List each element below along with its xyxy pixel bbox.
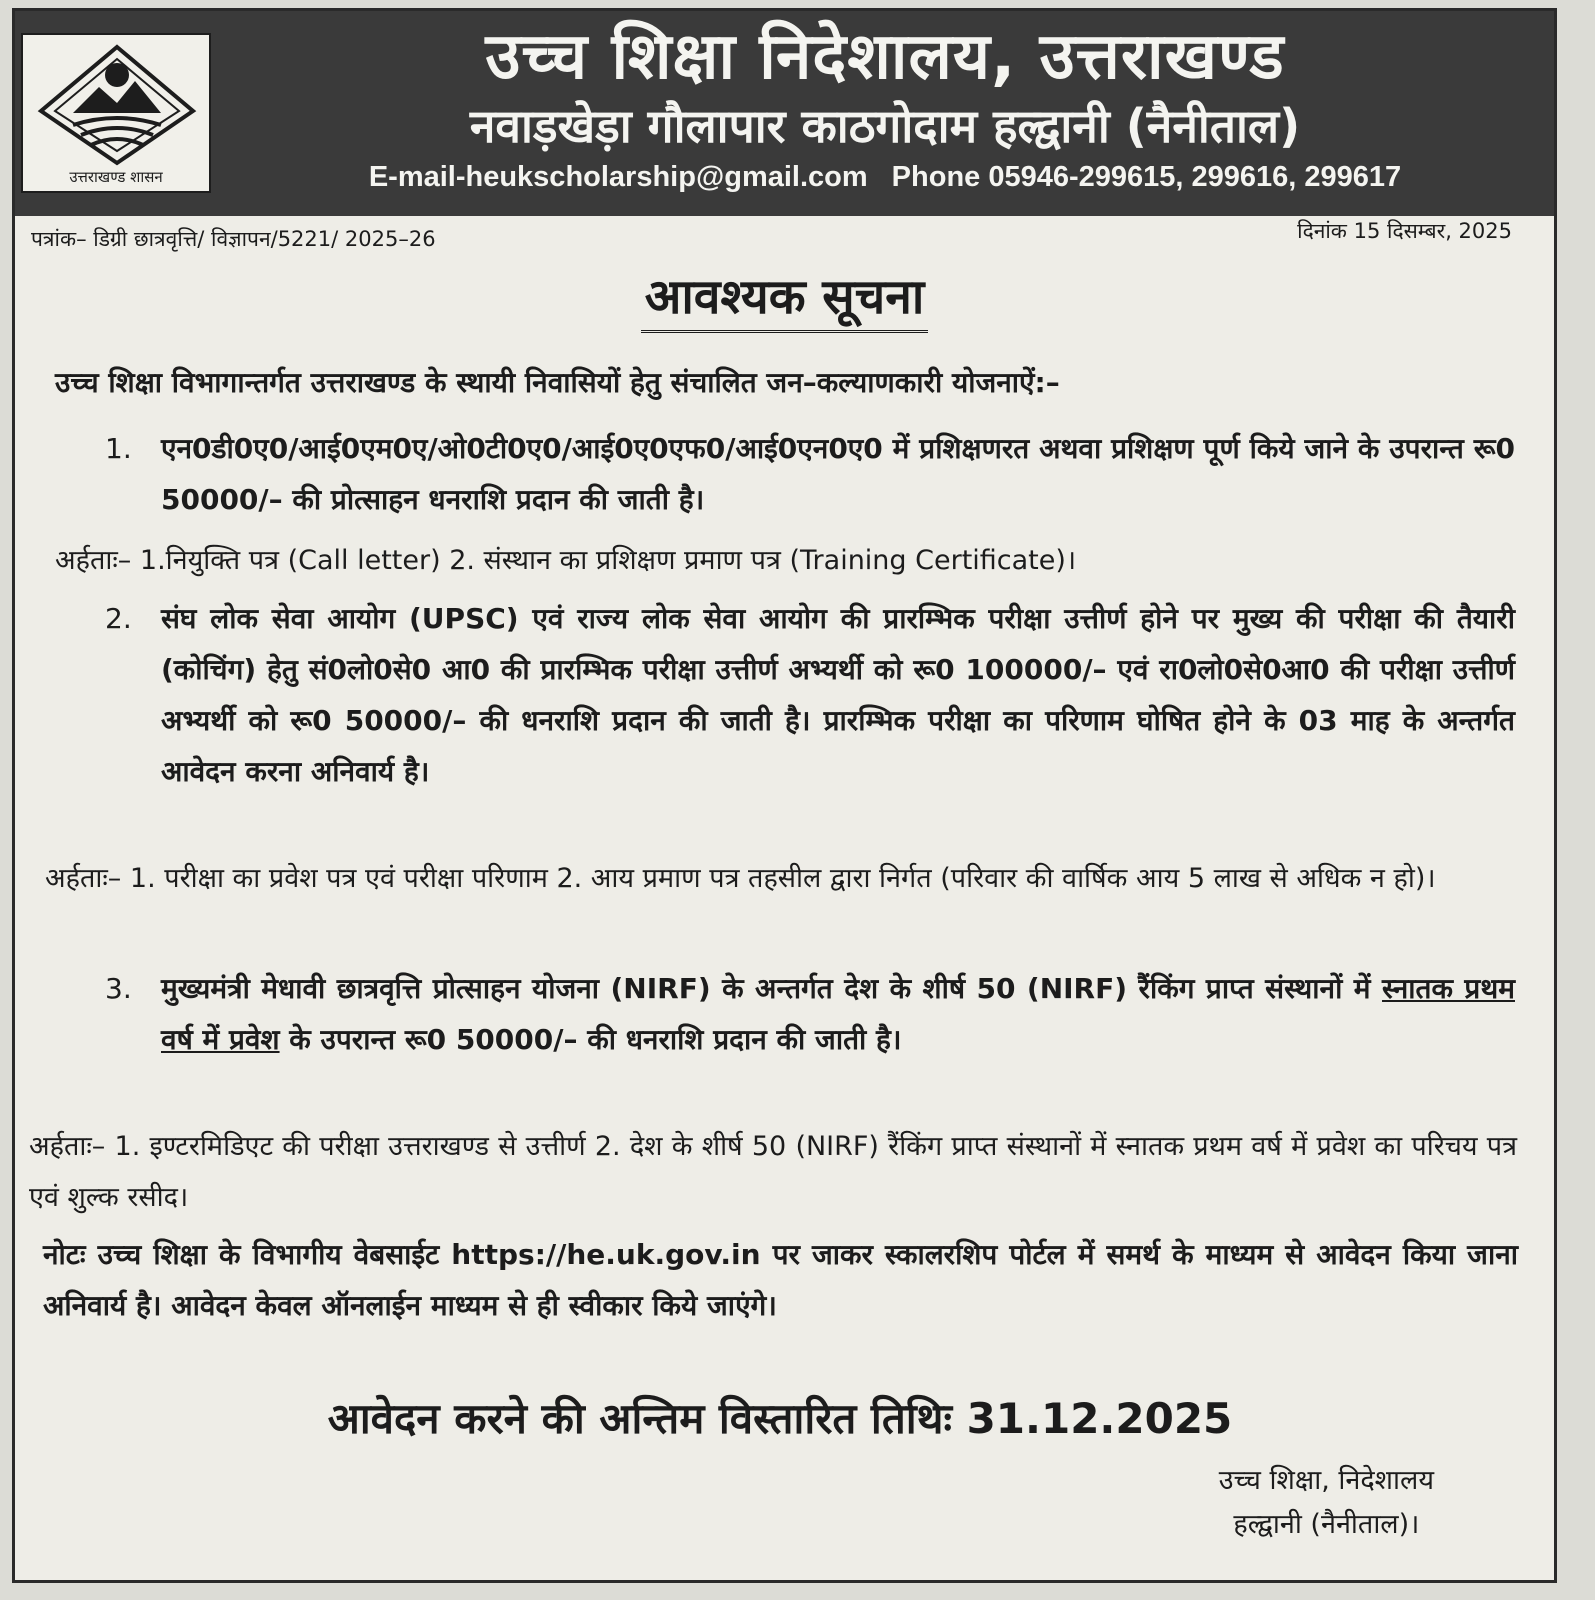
notice-header bbox=[15, 11, 1554, 216]
notice-heading-text: आवश्यक सूचना bbox=[641, 263, 929, 333]
item-text-underlined: स्नातक प्रथम वर्ष में प्रवेश bbox=[161, 972, 1515, 1056]
notice-date: दिनांक 15 दिसम्बर, 2025 bbox=[1297, 219, 1512, 243]
logo-caption: उत्तराखण्ड शासन bbox=[69, 168, 163, 186]
eligibility-label: अर्हताः– bbox=[29, 1131, 106, 1162]
eligibility-label: अर्हताः– bbox=[45, 863, 122, 894]
eligibility-text: 1.नियुक्ति पत्र (Call letter) 2. संस्थान का प्रशिक्षण प्रमाण पत्र (Training Certificate)। bbox=[139, 545, 1077, 576]
notice-paper bbox=[12, 8, 1557, 1583]
scheme-item-2 bbox=[105, 593, 1515, 797]
notice-intro: उच्च शिक्षा विभागान्तर्गत उत्तराखण्ड के स्थायी निवासियों हेतु संचालित जन–कल्याणकारी योजनाऐं:– bbox=[55, 366, 1060, 399]
last-date-line: आवेदन करने की अन्तिम विस्तारित तिथिः 31.12.2025 bbox=[327, 1394, 1233, 1443]
contact-email: E-mail-heukscholarship@gmail.com bbox=[368, 161, 868, 193]
eligibility-text: 1. इण्टरमिडिएट की परीक्षा उत्तराखण्ड से उत्तीर्ण 2. देश के शीर्ष 50 (NIRF) रैंकिंग प्राप्त संस्थानों में स्नातक प्रथम वर्ष में प्रवेश का परिचय पत्र एवं शुल्क रसीद। bbox=[29, 1131, 1517, 1213]
emblem-icon bbox=[33, 41, 201, 171]
item-number: 2. bbox=[105, 602, 132, 635]
signature-line-1: उच्च शिक्षा, निदेशालय bbox=[1218, 1465, 1434, 1496]
item-text bbox=[161, 963, 1515, 1065]
signature-line-2: हल्द्वानी (नैनीताल)। bbox=[1233, 1509, 1420, 1540]
item-text: संघ लोक सेवा आयोग (UPSC) एवं राज्य लोक सेवा आयोग की प्रारम्भिक परीक्षा उत्तीर्ण होने पर मुख्य की परीक्षा की तैयारी (कोचिंग) हेतु सं0लो0से0 आ0 की प्रारम्भिक परीक्षा उत्तीर्ण अभ्यर्थी को रू0 100000/– एवं रा0लो0से0आ0 की परीक्षा उत्तीर्ण अभ्यर्थी को रू0 50000/– की धनराशि प्रदान की जाती है। प्रारम्भिक परीक्षा का परिणाम घोषित होने के 03 माह के अन्तर्गत आवेदन करना अनिवार्य है। bbox=[161, 602, 1515, 788]
application-note: नोटः उच्च शिक्षा के विभागीय वेबसाईट https://he.uk.gov.in पर जाकर स्कालरशिप पोर्टल में समर्थ के माध्यम से आवेदन किया जाना अनिवार्य है। आवेदन केवल ऑनलाईन माध्यम से ही स्वीकार किये जाएंगे। bbox=[43, 1238, 1518, 1322]
contact-phone: Phone 05946-299615, 299616, 299617 bbox=[891, 161, 1402, 193]
item-text-part: के उपरान्त रू0 50000/– की धनराशि प्रदान की जाती है। bbox=[279, 1023, 902, 1056]
contact-line bbox=[225, 161, 1545, 194]
signature-block bbox=[1219, 1459, 1434, 1547]
item-number: 1. bbox=[105, 432, 132, 465]
directorate-title: उच्च शिक्षा निदेशालय, उत्तराखण्ड bbox=[485, 20, 1285, 94]
directorate-address: नवाड़खेड़ा गौलापार काठगोदाम हल्द्वानी (नैनीताल) bbox=[469, 99, 1301, 153]
reference-number: पत्रांक– डिग्री छात्रवृत्ति/ विज्ञापन/5221/ 2025–26 bbox=[31, 227, 436, 251]
item-text: एन0डी0ए0/आई0एम0ए/ओ0टी0ए0/आई0ए0एफ0/आई0एन0ए0 में प्रशिक्षणरत अथवा प्रशिक्षण पूर्ण किये जाने के उपरान्त रू0 50000/– की प्रोत्साहन धनराशि प्रदान की जाती है। bbox=[161, 432, 1515, 516]
scheme-item-1 bbox=[105, 423, 1515, 525]
eligibility-label: अर्हताः– bbox=[55, 545, 132, 576]
eligibility-3 bbox=[29, 1121, 1517, 1223]
eligibility-2 bbox=[45, 853, 1517, 904]
notice-heading bbox=[15, 263, 1554, 333]
eligibility-text: 1. परीक्षा का प्रवेश पत्र एवं परीक्षा परिणाम 2. आय प्रमाण पत्र तहसील द्वारा निर्गत (परिवार की वार्षिक आय 5 लाख से अधिक न हो)। bbox=[129, 863, 1436, 894]
uttarakhand-emblem-logo bbox=[21, 33, 211, 193]
item-text-part: मुख्यमंत्री मेधावी छात्रवृत्ति प्रोत्साहन योजना (NIRF) के अन्तर्गत देश के शीर्ष 50 (NIRF) रैंकिंग प्राप्त संस्थानों में bbox=[161, 972, 1383, 1005]
scheme-item-3 bbox=[105, 963, 1515, 1065]
item-number: 3. bbox=[105, 972, 132, 1005]
eligibility-1 bbox=[55, 535, 1515, 586]
